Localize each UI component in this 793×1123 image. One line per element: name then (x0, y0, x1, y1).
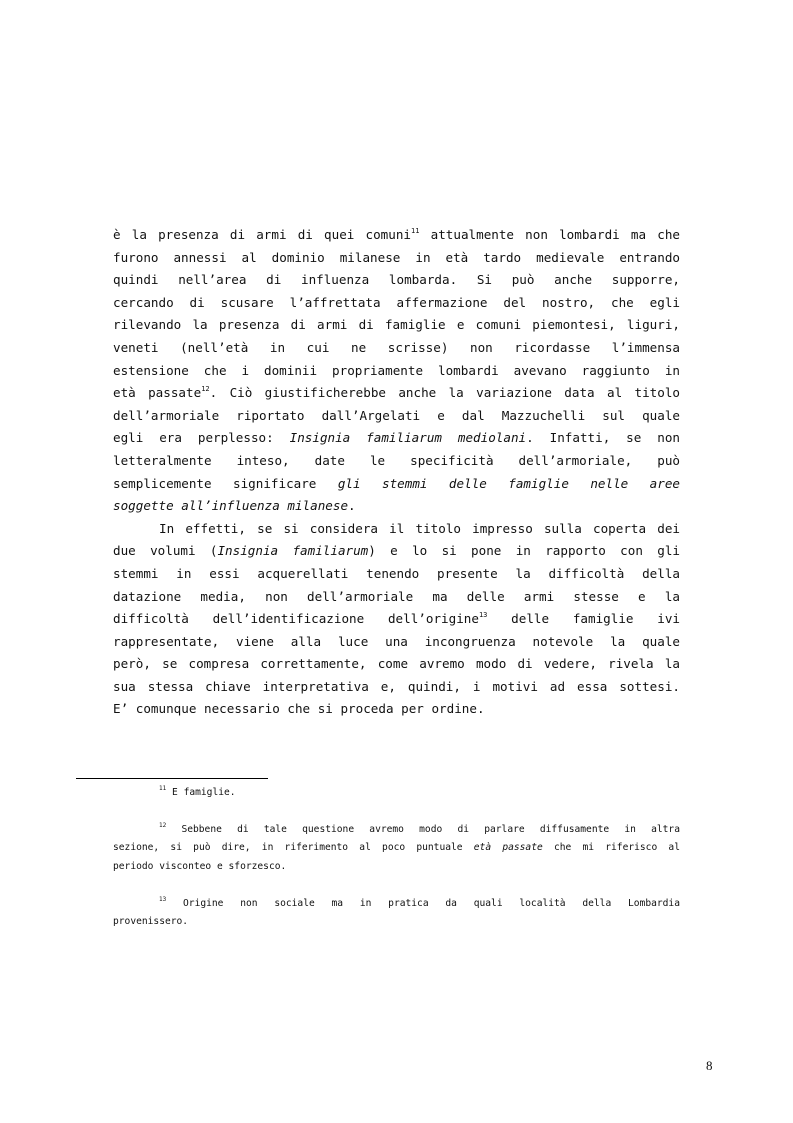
body-line: rappresentate, viene alla luce una incongruenza notevole la quale (113, 633, 680, 649)
footnote-separator (76, 778, 268, 779)
footnote-11 (113, 784, 680, 803)
footnote-number: 12 (159, 821, 167, 829)
footnote-ref[interactable]: 13 (478, 611, 488, 620)
body-line: E’ comunque necessario che si proceda per ordine. (113, 701, 485, 717)
body-line: In effetti, se si considera il titolo impresso sulla coperta dei (159, 520, 680, 536)
footnote-13 (113, 895, 680, 932)
footnote-line: $^{12}$ Sebbene di tale questione avremo modo di parlare diffusamente in altra (159, 821, 680, 835)
italic-phrase: età passate (473, 842, 543, 854)
italic-phrase: gli stemmi delle famiglie nelle aree (337, 475, 680, 491)
footnote-number: 13 (159, 895, 167, 903)
footnote-line: periodo visconteo e sforzesco. (113, 861, 287, 873)
body-line: estensione che i dominii propriamente lombardi avevano raggiunto in (113, 362, 680, 378)
body-line: però, se compresa correttamente, come avremo modo di vedere, rivela la (113, 656, 680, 672)
body-line: dell’armoriale riportato dall’Argelati e dal Mazzuchelli sul quale (113, 407, 680, 423)
body-line: furono annessi al dominio milanese in età tardo medievale entrando (113, 249, 680, 265)
footnote-line: sezione, si può dire, in riferimento al poco puntuale età passate che mi riferisco al (113, 842, 680, 854)
body-line: datazione media, non dell’armoriale ma delle armi stesse e la (113, 588, 680, 604)
body-line: rilevando la presenza di armi di famiglie e comuni piemontesi, liguri, (113, 317, 680, 333)
body-line: stemmi in essi acquerellati tenendo presente la difficoltà della (113, 565, 680, 581)
body-line: quindi nell’area di influenza lombarda. Si può anche supporre, (113, 272, 680, 288)
body-line: età passate$^{12}$. Ciò giustificherebbe anche la variazione data al titolo (113, 385, 680, 401)
italic-phrase: soggette all’influenza milanese (113, 498, 349, 514)
body-line: veneti (nell’età in cui ne scrisse) non ricordasse l’immensa (113, 339, 680, 355)
body-line: due volumi (Insignia familiarum) e lo si pone in rapporto con gli (113, 543, 680, 559)
body-line: egli era perplesso: Insignia familiarum mediolani. Infatti, se non (113, 430, 680, 446)
page-number: 8 (706, 1058, 713, 1073)
italic-title: Insignia familiarum mediolani (289, 430, 527, 446)
footnote-12 (113, 821, 680, 877)
body-line: semplicemente significare gli stemmi delle famiglie nelle aree (113, 475, 680, 491)
body-line: è la presenza di armi di quei comuni$^{11}$ attualmente non lombardi ma che (113, 227, 680, 242)
footnotes (113, 784, 680, 950)
footnote-line: provenissero. (113, 916, 189, 928)
footnote-line: $^{11}$ E famiglie. (159, 785, 236, 798)
body-line: sua stessa chiave interpretativa e, quindi, i motivi ad essa sottesi. (113, 678, 680, 694)
body-text (113, 224, 680, 721)
body-line: letteralmente inteso, date le specificità dell’armoriale, può (113, 452, 680, 468)
body-line: difficoltà dell’identificazione dell’origine$^{13}$ delle famiglie ivi (113, 611, 680, 627)
footnote-line: $^{13}$ Origine non sociale ma in pratica da quali località della Lombardia (159, 895, 680, 909)
footnote-ref[interactable]: 12 (201, 385, 210, 394)
body-line: cercando di scusare l’affrettata affermazione del nostro, che egli (113, 294, 680, 310)
body-line: soggette all’influenza milanese. (113, 498, 356, 514)
footnote-ref[interactable]: 11 (411, 227, 420, 235)
italic-title: Insignia familiarum (217, 543, 369, 559)
footnote-number: 11 (159, 785, 167, 792)
